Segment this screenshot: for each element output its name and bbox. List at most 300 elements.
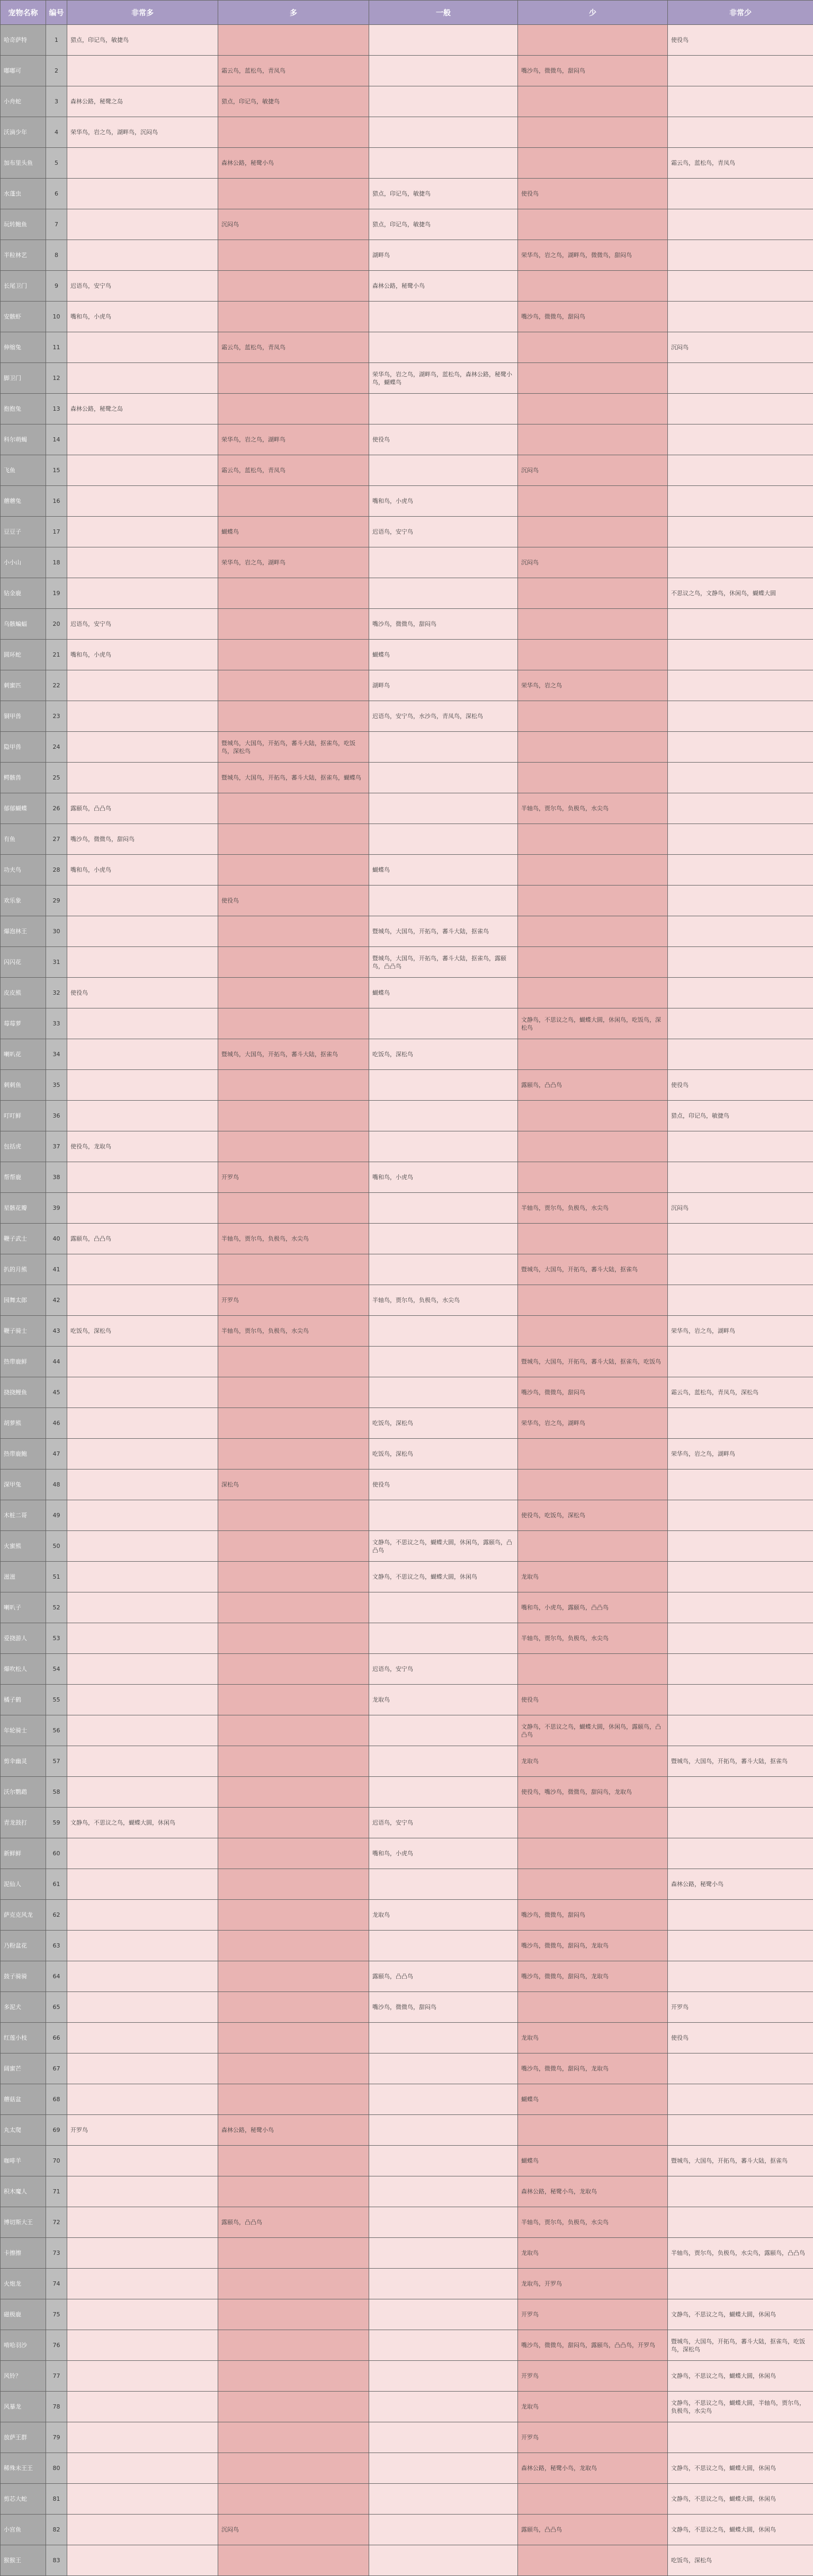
cell-very-many: 迟语鸟，安宁鸟 [67,609,218,640]
cell-very-many [67,2545,218,2576]
cell-normal [369,1931,518,1961]
cell-many [218,2146,369,2176]
cell-many [218,2053,369,2084]
cell-few: 暨城鸟，大国鸟，开拓鸟，蕃斗大陆，抠雀鸟，吃饭鸟 [518,1347,668,1377]
cell-pet-name: 萨克克风龙 [1,1900,46,1931]
cell-pet-name: 叮叮鲜 [1,1101,46,1131]
cell-number: 31 [46,947,67,978]
cell-very-many [67,2361,218,2392]
cell-few [518,2484,668,2515]
cell-very-few [668,1715,813,1746]
cell-very-few [668,824,813,855]
cell-few [518,978,668,1008]
table-body [1,25,813,2576]
cell-normal [369,1193,518,1224]
cell-number: 33 [46,1008,67,1039]
cell-very-few [668,701,813,732]
cell-many [218,824,369,855]
cell-number: 66 [46,2023,67,2053]
cell-few: 嘴沙鸟，微微鸟，甜闷鸟，龙取鸟 [518,2053,668,2084]
table-row [1,578,813,609]
cell-very-many [67,2453,218,2484]
cell-pet-name: 多泥犬 [1,1992,46,2023]
cell-normal: 迟语鸟，安宁鸟 [369,1654,518,1685]
cell-number: 47 [46,1439,67,1470]
cell-many [218,1746,369,1777]
cell-normal: 猎点，印记鸟，敏捷鸟 [369,179,518,209]
cell-normal [369,547,518,578]
cell-pet-name: 阔蜜芒 [1,2053,46,2084]
cell-pet-name: 风铃？ [1,2361,46,2392]
cell-number: 2 [46,56,67,86]
cell-pet-name: 包括虎 [1,1131,46,1162]
cell-few [518,271,668,302]
cell-very-many [67,2422,218,2453]
table-row [1,2023,813,2053]
cell-many: 半轴鸟，贾尔鸟，负极鸟，水尖鸟 [218,1224,369,1254]
cell-pet-name: 磁极鹿 [1,2299,46,2330]
cell-many [218,2238,369,2269]
cell-very-many [67,1961,218,1992]
cell-many [218,2023,369,2053]
cell-pet-name: 扒的月熊 [1,1254,46,1285]
cell-many: 暨城鸟，大国鸟，开拓鸟，蕃斗大陆，抠雀鸟 [218,1039,369,1070]
cell-normal [369,2084,518,2115]
cell-number: 64 [46,1961,67,1992]
cell-few: 嘴沙鸟，微微鸟，甜闷鸟，露颐鸟，凸凸鸟，开罗鸟 [518,2330,668,2361]
cell-very-few: 使役鸟 [668,1070,813,1101]
cell-many [218,1254,369,1285]
cell-normal [369,1254,518,1285]
cell-pet-name: 爱挠游人 [1,1623,46,1654]
cell-few: 龙取鸟 [518,1746,668,1777]
cell-very-many [67,363,218,394]
cell-very-many: 猎点，印记鸟，敏捷鸟 [67,25,218,56]
table-row [1,1285,813,1316]
cell-pet-name: 咖啡羊 [1,2146,46,2176]
cell-few [518,148,668,179]
table-row [1,2053,813,2084]
table-row [1,824,813,855]
cell-pet-name: 年轮骑士 [1,1715,46,1746]
cell-normal [369,2330,518,2361]
cell-very-many [67,56,218,86]
table-row [1,25,813,56]
cell-number: 73 [46,2238,67,2269]
cell-very-few: 文静鸟，不思议之鸟，蝴蝶大圆，休闲鸟 [668,2299,813,2330]
cell-normal [369,2361,518,2392]
cell-very-few [668,640,813,670]
cell-many [218,1869,369,1900]
cell-many: 蝴蝶鸟 [218,517,369,547]
cell-normal: 湖畔鸟 [369,670,518,701]
cell-many [218,271,369,302]
cell-pet-name: 深甲兔 [1,1470,46,1500]
table-row [1,1131,813,1162]
cell-few [518,609,668,640]
cell-normal: 猎点，印记鸟，敏捷鸟 [369,209,518,240]
cell-few [518,763,668,793]
cell-very-few [668,363,813,394]
cell-number: 72 [46,2207,67,2238]
cell-pet-name: 皮皮熊 [1,978,46,1008]
cell-very-few [668,1838,813,1869]
cell-very-many [67,517,218,547]
cell-very-few [668,2084,813,2115]
cell-few [518,1285,668,1316]
cell-normal [369,1008,518,1039]
cell-many [218,2392,369,2422]
cell-normal [369,2023,518,2053]
cell-normal [369,2484,518,2515]
table-row [1,117,813,148]
table-row [1,2515,813,2545]
cell-many: 霜云鸟，蓝松鸟，青凤鸟 [218,56,369,86]
cell-normal: 文静鸟，不思议之鸟，蝴蝶大圆，休闲鸟 [369,1562,518,1592]
table-row [1,1808,813,1838]
cell-pet-name: 伸缩兔 [1,332,46,363]
table-row [1,179,813,209]
cell-few [518,2115,668,2146]
cell-very-many [67,1347,218,1377]
cell-normal: 迟语鸟，安宁鸟，水沙鸟，青凤鸟，深松鸟 [369,701,518,732]
cell-very-few [668,1592,813,1623]
table-row [1,1408,813,1439]
cell-many: 深松鸟 [218,1470,369,1500]
cell-few: 使役鸟，嘴沙鸟，微微鸟，甜闷鸟，龙取鸟 [518,1777,668,1808]
cell-very-few [668,1224,813,1254]
cell-pet-name: 鞭子骑士 [1,1316,46,1347]
cell-number: 40 [46,1224,67,1254]
cell-very-few: 森林公路，秘鹭小鸟 [668,1869,813,1900]
cell-many: 半轴鸟，贾尔鸟，负极鸟，水尖鸟 [218,1316,369,1347]
cell-few [518,1531,668,1562]
cell-very-many [67,2484,218,2515]
cell-pet-name: 喇叭子 [1,1592,46,1623]
table-row [1,547,813,578]
cell-normal: 迟语鸟，安宁鸟 [369,1808,518,1838]
cell-normal: 露颐鸟，凸凸鸟 [369,1961,518,1992]
table-row [1,1992,813,2023]
cell-number: 9 [46,271,67,302]
cell-few [518,86,668,117]
cell-very-many [67,1992,218,2023]
cell-few: 半轴鸟，贾尔鸟，负极鸟，水尖鸟 [518,1193,668,1224]
cell-few: 荣华鸟，岩之鸟，湖畔鸟，微微鸟，甜闷鸟 [518,240,668,271]
table-row [1,763,813,793]
cell-very-few [668,1562,813,1592]
header-number: 编号 [46,1,67,25]
cell-pet-name: 郁郁蝴蝶 [1,793,46,824]
table-row [1,1869,813,1900]
cell-many: 沉闷鸟 [218,2515,369,2545]
cell-very-many [67,424,218,455]
cell-few: 露颐鸟，凸凸鸟 [518,1070,668,1101]
cell-very-few [668,209,813,240]
cell-few: 森林公路，秘鹭小鸟，龙取鸟 [518,2453,668,2484]
cell-few [518,363,668,394]
cell-number: 17 [46,517,67,547]
cell-number: 25 [46,763,67,793]
cell-many [218,1531,369,1562]
cell-number: 60 [46,1838,67,1869]
cell-number: 49 [46,1500,67,1531]
cell-normal [369,2238,518,2269]
table-row [1,2146,813,2176]
cell-few [518,578,668,609]
cell-very-few [668,1961,813,1992]
cell-very-many [67,1562,218,1592]
cell-many [218,363,369,394]
cell-few: 沉闷鸟 [518,455,668,486]
cell-few: 龙取鸟 [518,2238,668,2269]
cell-pet-name: 博切斯大王 [1,2207,46,2238]
cell-pet-name: 蘑蘑兔 [1,486,46,517]
cell-many [218,117,369,148]
cell-very-few: 使役鸟 [668,2023,813,2053]
cell-normal: 吃饭鸟，深松鸟 [369,1439,518,1470]
cell-pet-name: 滋滋 [1,1562,46,1592]
cell-very-few [668,1347,813,1377]
header-many: 多 [218,1,369,25]
cell-normal: 荣华鸟，岩之鸟，湖畔鸟，蓝松鸟，森林公路，秘鹭小鸟，蝴蝶鸟 [369,363,518,394]
cell-few: 开罗鸟 [518,2299,668,2330]
cell-very-many [67,209,218,240]
cell-number: 57 [46,1746,67,1777]
cell-very-few [668,609,813,640]
cell-pet-name: 抱抱兔 [1,394,46,424]
table-row [1,2422,813,2453]
cell-normal [369,1500,518,1531]
cell-number: 34 [46,1039,67,1070]
cell-pet-name: 乃粉盆花 [1,1931,46,1961]
table-row [1,2453,813,2484]
cell-few [518,916,668,947]
cell-pet-name: 脚卫门 [1,363,46,394]
cell-very-few [668,1685,813,1715]
cell-very-few [668,2207,813,2238]
cell-many: 霜云鸟，蓝松鸟，青凤鸟 [218,332,369,363]
cell-very-many [67,2392,218,2422]
cell-very-few [668,486,813,517]
cell-normal [369,1101,518,1131]
cell-normal [369,2422,518,2453]
table-row [1,978,813,1008]
cell-normal [369,56,518,86]
cell-pet-name: 沃尔鹦鹉 [1,1777,46,1808]
cell-normal: 龙取鸟 [369,1900,518,1931]
cell-number: 41 [46,1254,67,1285]
table-row [1,2084,813,2115]
header-few: 少 [518,1,668,25]
cell-number: 69 [46,2115,67,2146]
table-row [1,394,813,424]
cell-number: 74 [46,2269,67,2299]
cell-number: 6 [46,179,67,209]
cell-normal: 嘴沙鸟，微微鸟，甜闷鸟 [369,1992,518,2023]
cell-pet-name: 风暴龙 [1,2392,46,2422]
cell-number: 5 [46,148,67,179]
cell-normal [369,1777,518,1808]
cell-many [218,394,369,424]
table-row [1,56,813,86]
cell-normal [369,117,518,148]
cell-pet-name: 沃滴少年 [1,117,46,148]
cell-number: 45 [46,1377,67,1408]
cell-normal [369,1746,518,1777]
cell-few [518,1439,668,1470]
cell-very-few: 沉闷鸟 [668,332,813,363]
cell-few [518,640,668,670]
cell-many [218,1439,369,1470]
cell-pet-name: 积木魔人 [1,2176,46,2207]
cell-pet-name: 爆泡林王 [1,916,46,947]
table-row [1,1377,813,1408]
cell-few [518,1162,668,1193]
table-header-row [1,1,813,25]
cell-normal [369,1224,518,1254]
table-row [1,1838,813,1869]
cell-pet-name: 飞鱼 [1,455,46,486]
cell-number: 12 [46,363,67,394]
cell-number: 77 [46,2361,67,2392]
cell-very-many [67,2238,218,2269]
cell-normal: 文静鸟，不思议之鸟，蝴蝶大圆，休闲鸟，露颐鸟，凸凸鸟 [369,1531,518,1562]
cell-many: 使役鸟 [218,886,369,916]
cell-very-few [668,1654,813,1685]
cell-very-few: 文静鸟，不思议之鸟，蝴蝶大圆，休闲鸟 [668,2515,813,2545]
cell-very-few [668,763,813,793]
cell-pet-name: 喇叭花 [1,1039,46,1070]
cell-very-few: 猎点，印记鸟，敏捷鸟 [668,1101,813,1131]
cell-very-many: 开罗鸟 [67,2115,218,2146]
table-row [1,793,813,824]
cell-number: 71 [46,2176,67,2207]
cell-number: 56 [46,1715,67,1746]
cell-few: 半轴鸟，贾尔鸟，负极鸟，水尖鸟 [518,793,668,824]
cell-very-many: 嘴沙鸟，微微鸟，甜闷鸟 [67,824,218,855]
table-row [1,1070,813,1101]
cell-number: 22 [46,670,67,701]
cell-few [518,332,668,363]
cell-number: 50 [46,1531,67,1562]
cell-normal: 嘴和鸟，小虎鸟 [369,486,518,517]
cell-number: 10 [46,302,67,332]
cell-normal [369,1869,518,1900]
cell-very-few: 文静鸟，不思议之鸟，蝴蝶大圆，半轴鸟，贾尔鸟，负极鸟，水尖鸟 [668,2392,813,2422]
cell-many [218,1685,369,1715]
cell-pet-name: 红莲小枝 [1,2023,46,2053]
cell-number: 13 [46,394,67,424]
cell-many [218,1500,369,1531]
cell-pet-name: 木桩二哥 [1,1500,46,1531]
table-row [1,240,813,271]
table-row [1,2330,813,2361]
cell-many [218,1808,369,1838]
cell-very-many: 森林公路，秘鹭之岛 [67,86,218,117]
cell-very-many [67,1439,218,1470]
cell-very-few [668,1470,813,1500]
cell-very-few [668,978,813,1008]
cell-many [218,2330,369,2361]
cell-very-many [67,332,218,363]
cell-very-many [67,1408,218,1439]
cell-few [518,486,668,517]
cell-many [218,978,369,1008]
cell-very-few [668,240,813,271]
cell-pet-name: 嘟嘟可 [1,56,46,86]
cell-very-few [668,424,813,455]
cell-few: 半轴鸟，贾尔鸟，负极鸟，水尖鸟 [518,2207,668,2238]
cell-normal: 森林公路，秘鹭小鸟 [369,271,518,302]
cell-many [218,1623,369,1654]
cell-number: 46 [46,1408,67,1439]
cell-many [218,1131,369,1162]
table-row [1,1500,813,1531]
cell-many [218,2361,369,2392]
cell-few: 龙取鸟 [518,2023,668,2053]
cell-very-few [668,455,813,486]
cell-number: 68 [46,2084,67,2115]
cell-pet-name: 鞭子武士 [1,1224,46,1254]
cell-many [218,1961,369,1992]
cell-number: 52 [46,1592,67,1623]
cell-few: 蝴蝶鸟 [518,2146,668,2176]
cell-very-few [668,2115,813,2146]
cell-very-few: 暨城鸟，大国鸟，开拓鸟，蕃斗大陆，抠雀鸟，吃饭鸟，深松鸟 [668,2330,813,2361]
cell-few [518,1224,668,1254]
cell-normal [369,25,518,56]
table-row [1,1531,813,1562]
cell-normal [369,578,518,609]
cell-few [518,25,668,56]
cell-few [518,1838,668,1869]
cell-normal [369,886,518,916]
cell-pet-name: 闪闪花 [1,947,46,978]
table-row [1,640,813,670]
cell-few: 半轴鸟，贾尔鸟，负极鸟，水尖鸟 [518,1623,668,1654]
table-row [1,1685,813,1715]
table-row [1,732,813,763]
table-row [1,1931,813,1961]
header-very-many: 非常多 [67,1,218,25]
cell-pet-name: 莓莓萝 [1,1008,46,1039]
cell-number: 61 [46,1869,67,1900]
cell-normal: 蝴蝶鸟 [369,855,518,886]
cell-normal [369,2146,518,2176]
cell-pet-name: 泥仙人 [1,1869,46,1900]
cell-many: 森林公路，秘鹭小鸟 [218,148,369,179]
cell-very-few [668,1039,813,1070]
cell-very-many [67,2053,218,2084]
cell-few: 嘴沙鸟，微微鸟，甜闷鸟 [518,1900,668,1931]
cell-number: 63 [46,1931,67,1961]
cell-few [518,701,668,732]
cell-normal [369,1715,518,1746]
cell-pet-name: 小小山 [1,547,46,578]
cell-very-few: 不思议之鸟，文静鸟，休闲鸟，蝴蝶大圆 [668,578,813,609]
cell-normal: 蝴蝶鸟 [369,978,518,1008]
cell-few [518,1039,668,1070]
cell-very-few [668,793,813,824]
header-pet-name: 宠物名称 [1,1,46,25]
cell-number: 44 [46,1347,67,1377]
cell-very-few [668,670,813,701]
cell-many [218,1193,369,1224]
cell-very-many [67,578,218,609]
table-row [1,2299,813,2330]
cell-very-few [668,1931,813,1961]
